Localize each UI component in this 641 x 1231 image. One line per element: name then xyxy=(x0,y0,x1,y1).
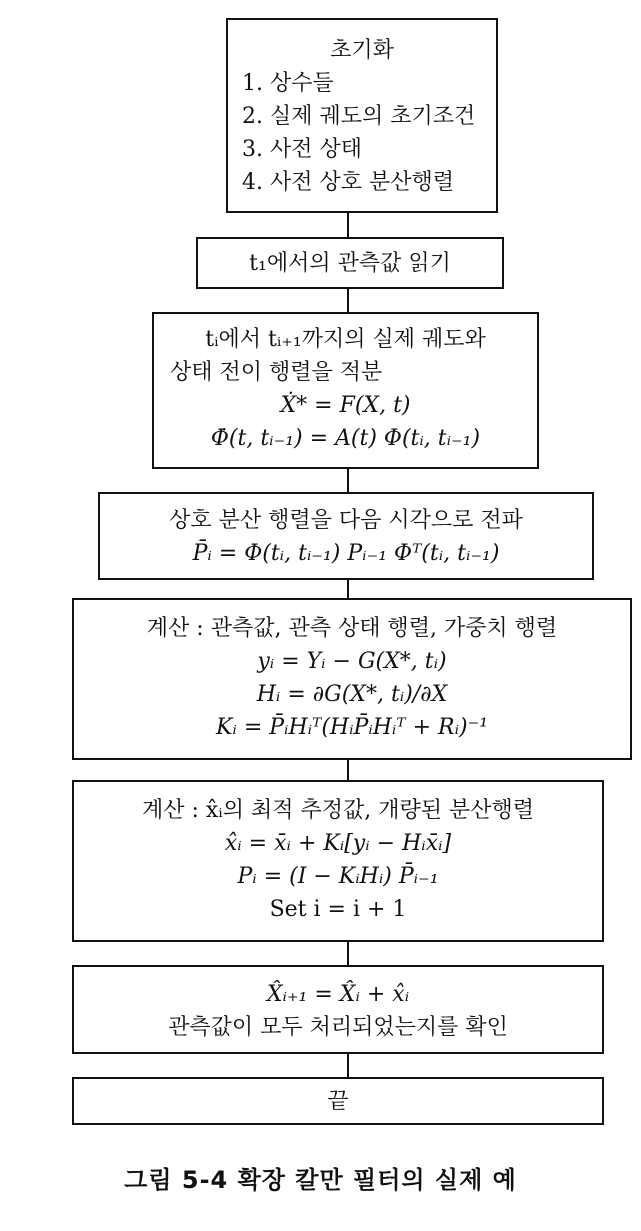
step-init-item-4: 4. 사전 상호 분산행렬 xyxy=(242,170,454,195)
step-integrate-line-1: tᵢ에서 tᵢ₊₁까지의 실제 궤도와 xyxy=(205,327,486,352)
step-update-eq: X̂ᵢ₊₁ = X̂ᵢ + x̂ᵢ xyxy=(266,982,410,1007)
step-init-item-2: 2. 실제 궤도의 초기조건 xyxy=(242,104,476,129)
step-propagate-box xyxy=(98,492,594,580)
step-compute1-line-1: 계산 : 관측값, 관측 상태 행렬, 가중치 행렬 xyxy=(146,616,558,641)
connector-compute2-update xyxy=(347,940,349,965)
step-update-line-2: 관측값이 모두 처리되었는지를 확인 xyxy=(168,1015,508,1040)
step-init-title: 초기화 xyxy=(330,38,394,63)
connector-propagate-compute1 xyxy=(347,578,349,598)
step-compute2-line-1: 계산 : x̂ᵢ의 최적 추정값, 개량된 분산행렬 xyxy=(142,798,534,823)
step-update-box xyxy=(72,965,604,1054)
step-end-text: 끝 xyxy=(327,1089,349,1114)
step-compute1-eq-2: Hᵢ = ∂G(X*, tᵢ)/∂X xyxy=(256,682,448,707)
step-integrate-line-2: 상태 전이 행렬을 적분 xyxy=(170,360,383,385)
step-integrate-box xyxy=(152,312,539,469)
connector-compute1-compute2 xyxy=(347,758,349,780)
figure-caption: 그림 5-4 확장 칼만 필터의 실제 예 xyxy=(124,1166,517,1194)
step-propagate-line-1: 상호 분산 행렬을 다음 시각으로 전파 xyxy=(169,508,523,533)
step-init-item-3: 3. 사전 상태 xyxy=(242,137,362,162)
step-compute2-eq-3: Set i = i + 1 xyxy=(269,897,407,922)
step-read-text: t₁에서의 관측값 읽기 xyxy=(249,251,451,276)
step-propagate-eq: P̄ᵢ = Φ(tᵢ, tᵢ₋₁) Pᵢ₋₁ Φᵀ(tᵢ, tᵢ₋₁) xyxy=(192,541,500,566)
step-integrate-eq-1: Ẋ* = F(X, t) xyxy=(280,393,411,418)
connector-read-integrate xyxy=(347,287,349,312)
connector-init-read xyxy=(347,211,349,237)
connector-integrate-propagate xyxy=(347,467,349,492)
step-compute2-eq-1: x̂ᵢ = x̄ᵢ + Kᵢ[yᵢ − Hᵢx̄ᵢ] xyxy=(224,831,452,856)
step-read-box xyxy=(196,237,504,289)
step-compute1-eq-1: yᵢ = Yᵢ − G(X*, tᵢ) xyxy=(257,649,447,674)
step-compute2-box xyxy=(72,780,604,942)
step-compute1-eq-3: Kᵢ = P̄ᵢHᵢᵀ(HᵢP̄ᵢHᵢᵀ + Rᵢ)⁻¹ xyxy=(215,715,489,740)
step-end-box xyxy=(72,1077,604,1125)
step-integrate-eq-2: Φ̇(t, tᵢ₋₁) = A(t) Φ(tᵢ, tᵢ₋₁) xyxy=(210,426,481,451)
step-init-item-1: 1. 상수들 xyxy=(242,71,334,96)
step-compute2-eq-2: Pᵢ = (I − KᵢHᵢ) P̄ᵢ₋₁ xyxy=(237,864,439,889)
step-compute1-box xyxy=(72,598,632,760)
step-init-box xyxy=(226,18,498,213)
connector-update-end xyxy=(347,1052,349,1077)
